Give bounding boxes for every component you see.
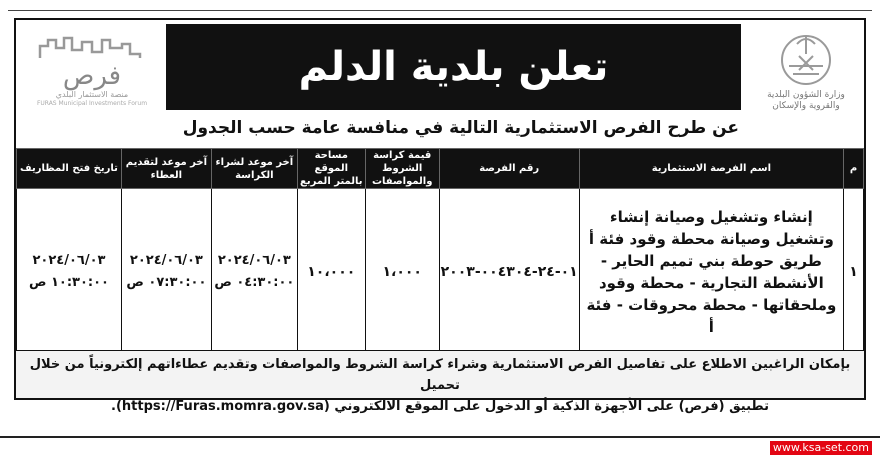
footer-line-1: بإمكان الراغبين الاطلاع على تفاصيل الفرص الاستثمارية وشراء كراسة الشروط والمواصفات وتقديم عطاءاتهم إلكترونياً من خلال تحميل [29, 357, 851, 393]
site-watermark-link[interactable]: www.ksa-set.com [770, 441, 872, 455]
top-divider [8, 10, 872, 11]
opening-date-value: ٢٠٢٤/٠٦/٠٣ [32, 252, 106, 268]
furas-logo-text: فرص [62, 61, 122, 91]
opportunities-table [16, 148, 864, 355]
bid-deadline-time: ٠٧:٣٠:٠٠ ص [126, 274, 207, 290]
bid-deadline-date: ٢٠٢٤/٠٦/٠٣ [129, 252, 203, 268]
opportunity-name: إنشاء وتشغيل وصيانة إنشاء وتشغيل وصيانة محطة وقود فئة أ طريق حوطة بني تميم الحاير - الأنشطة التجارية - محطة وقود وملحقاتها - محطة محروقات - فئة أ [579, 189, 843, 355]
col-number-header: رقم الفرصة [439, 149, 579, 189]
opening-date [17, 189, 122, 355]
col-opening-date-header: تاريخ فتح المظاريف [17, 149, 122, 189]
table-header-row [17, 149, 864, 189]
booklet-deadline-date: ٢٠٢٤/٠٦/٠٣ [217, 252, 291, 268]
furas-skyline-icon [32, 32, 152, 62]
announcement-frame [14, 18, 866, 414]
furas-logo-en: FURAS Municipal Investments Forum [36, 100, 148, 107]
ministry-logo-text: وزارة الشؤون البلدية والقروية والإسكان [767, 90, 845, 111]
opportunity-number: ٠١-٢٤-٠٠٤٣٠٤-٢٠٠٣ [439, 189, 579, 355]
col-area-header: مساحة الموقع بالمتر المربع [297, 149, 365, 189]
booklet-deadline-time: ٠٤:٣٠:٠٠ ص [214, 274, 295, 290]
announcement-header [16, 20, 864, 148]
col-booklet-value-header: قيمة كراسة الشروط والمواصفات [365, 149, 439, 189]
page-title: تعلن بلدية الدلم [298, 44, 609, 90]
row-index: ١ [844, 189, 864, 355]
table-row [17, 189, 864, 355]
ministry-emblem-icon [771, 26, 841, 86]
footer-line-2: تطبيق (فرص) على الأجهزة الذكية أو الدخول على الموقع الالكتروني (https://Furas.momra.gov.sa). [111, 399, 769, 414]
booklet-deadline [211, 189, 297, 355]
col-index-header: م [844, 149, 864, 189]
bid-deadline [121, 189, 211, 355]
col-name-header: اسم الفرصة الاستثمارية [579, 149, 843, 189]
footer-notice [16, 350, 864, 414]
opening-time-value: ١٠:٣٠:٠٠ ص [28, 274, 109, 290]
ministry-logo [756, 26, 856, 138]
furas-logo-sub: منصة الاستثمار البلدي [55, 90, 129, 99]
col-booklet-deadline-header: آخر موعد لشراء الكراسة [211, 149, 297, 189]
booklet-value: ١،٠٠٠ [365, 189, 439, 355]
site-area: ١٠،٠٠٠ [297, 189, 365, 355]
col-bid-deadline-header: آخر موعد لتقديم العطاء [121, 149, 211, 189]
furas-logo [22, 26, 162, 138]
page-subtitle: عن طرح الفرص الاستثمارية التالية في منافسة عامة حسب الجدول [182, 118, 739, 138]
bottom-divider [0, 436, 880, 438]
